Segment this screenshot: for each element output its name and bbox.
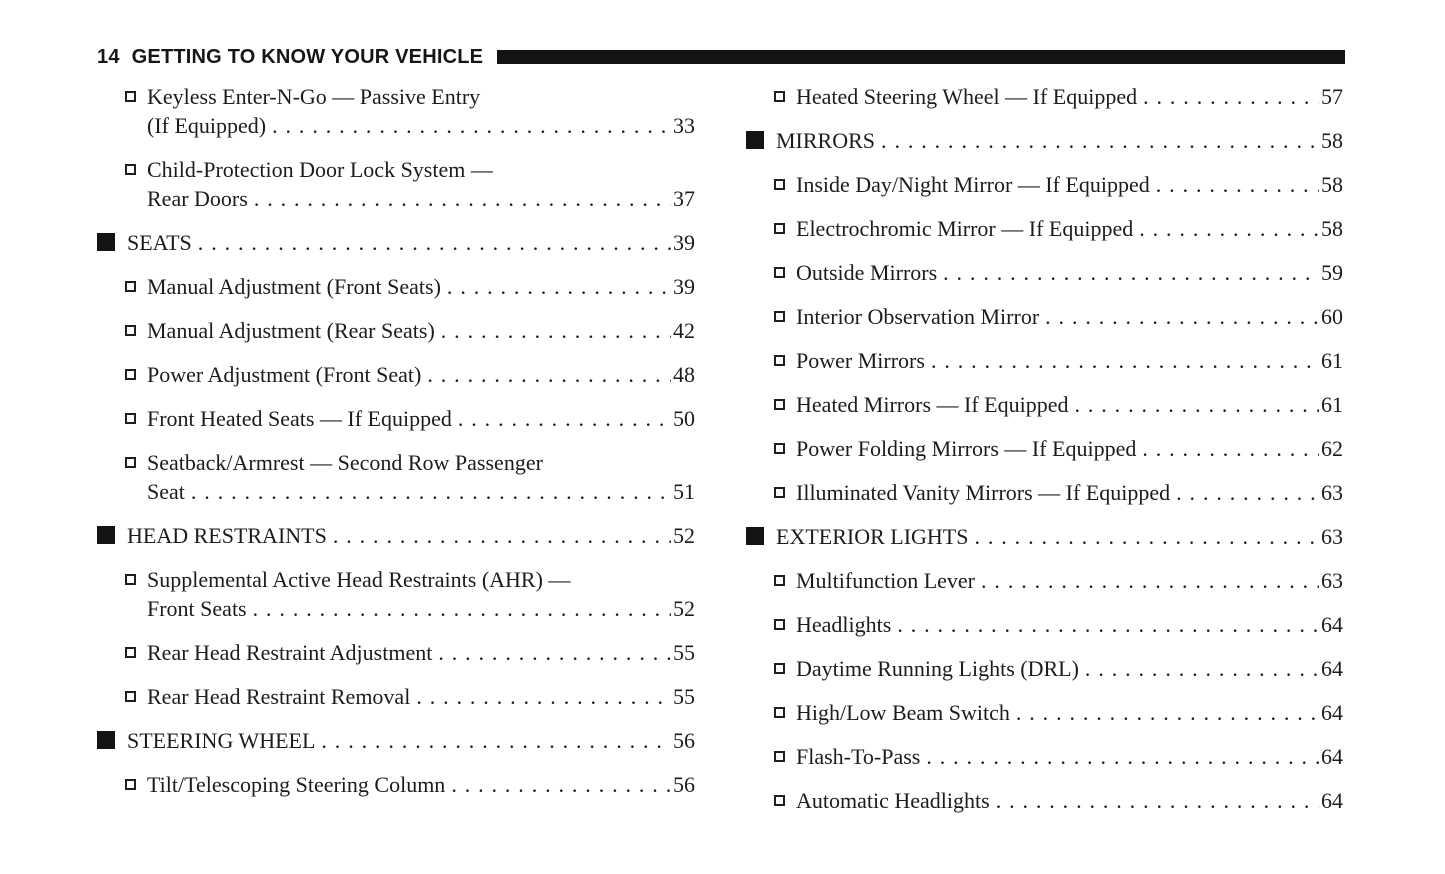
dot-leader xyxy=(1143,82,1319,111)
toc-entry-line xyxy=(97,448,695,477)
dot-leader xyxy=(416,682,671,711)
toc-entry-line xyxy=(97,770,695,799)
toc-item-entry xyxy=(746,566,1343,595)
toc-item-entry xyxy=(97,316,695,345)
toc-entry-label: Power Adjustment (Front Seat) xyxy=(147,362,422,387)
toc-item-entry xyxy=(97,82,695,140)
dot-leader xyxy=(1016,698,1319,727)
section-square-icon xyxy=(97,526,115,544)
toc-page-number: 55 xyxy=(673,640,695,665)
dot-leader xyxy=(321,726,671,755)
dot-leader xyxy=(191,477,671,506)
toc-section-entry xyxy=(97,726,695,755)
toc-item-entry xyxy=(97,272,695,301)
toc-entry-label: Tilt/Telescoping Steering Column xyxy=(147,772,446,797)
dot-leader xyxy=(1045,302,1319,331)
toc-column-right xyxy=(746,82,1343,830)
toc-entry-label: STEERING WHEEL xyxy=(127,728,316,753)
toc-entry-label: HEAD RESTRAINTS xyxy=(127,523,327,548)
toc-page-number: 58 xyxy=(1321,128,1343,153)
toc-entry-line xyxy=(746,434,1343,463)
toc-entry-line xyxy=(746,82,1343,111)
dot-leader xyxy=(458,404,671,433)
toc-page-number: 56 xyxy=(673,772,695,797)
toc-item-entry xyxy=(97,565,695,623)
item-checkbox-icon xyxy=(774,443,785,454)
item-checkbox-icon xyxy=(125,91,136,102)
toc-entry-line xyxy=(97,594,695,623)
toc-page-number: 60 xyxy=(1321,304,1343,329)
item-checkbox-icon xyxy=(774,399,785,410)
item-checkbox-icon xyxy=(774,311,785,322)
toc-entry-label: Front Seats xyxy=(147,596,247,621)
item-checkbox-icon xyxy=(125,779,136,790)
dot-leader xyxy=(1085,654,1319,683)
toc-page-number: 42 xyxy=(673,318,695,343)
toc-entry-line xyxy=(746,478,1343,507)
toc-entry-label: Manual Adjustment (Rear Seats) xyxy=(147,318,435,343)
toc-entry-label: Child-Protection Door Lock System — xyxy=(147,157,493,182)
toc-item-entry xyxy=(746,610,1343,639)
toc-entry-label: Seat xyxy=(147,479,185,504)
toc-entry-label: Manual Adjustment (Front Seats) xyxy=(147,274,441,299)
toc-page-number: 52 xyxy=(673,596,695,621)
toc-page-number: 48 xyxy=(673,362,695,387)
item-checkbox-icon xyxy=(774,707,785,718)
toc-entry-label: Flash-To-Pass xyxy=(796,744,921,769)
dot-leader xyxy=(1139,214,1319,243)
toc-entry-line xyxy=(97,228,695,257)
toc-entry-line xyxy=(746,522,1343,551)
dot-leader xyxy=(254,184,671,213)
toc-entry-label: EXTERIOR LIGHTS xyxy=(776,524,969,549)
dot-leader xyxy=(974,522,1319,551)
section-square-icon xyxy=(746,527,764,545)
toc-entry-line xyxy=(746,302,1343,331)
toc-item-entry xyxy=(746,258,1343,287)
section-square-icon xyxy=(746,131,764,149)
item-checkbox-icon xyxy=(774,487,785,498)
toc-entry-line xyxy=(746,126,1343,155)
item-checkbox-icon xyxy=(125,369,136,380)
dot-leader xyxy=(1074,390,1319,419)
item-checkbox-icon xyxy=(774,619,785,630)
dot-leader xyxy=(943,258,1319,287)
toc-entry-line xyxy=(746,390,1343,419)
item-checkbox-icon xyxy=(125,325,136,336)
item-checkbox-icon xyxy=(125,413,136,424)
item-checkbox-icon xyxy=(125,164,136,175)
toc-page-number: 56 xyxy=(673,728,695,753)
toc-entry-line xyxy=(97,565,695,594)
item-checkbox-icon xyxy=(774,267,785,278)
toc-item-entry xyxy=(97,638,695,667)
toc-page-number: 58 xyxy=(1321,216,1343,241)
toc-entry-label: Power Folding Mirrors — If Equipped xyxy=(796,436,1137,461)
toc-item-entry xyxy=(746,214,1343,243)
item-checkbox-icon xyxy=(774,575,785,586)
chapter-title: GETTING TO KNOW YOUR VEHICLE xyxy=(131,45,484,68)
dot-leader xyxy=(333,521,671,550)
item-checkbox-icon xyxy=(774,355,785,366)
toc-entry-line xyxy=(746,170,1343,199)
page-header xyxy=(97,44,1345,70)
toc-entry-line xyxy=(746,346,1343,375)
toc-entry-label: Inside Day/Night Mirror — If Equipped xyxy=(796,172,1150,197)
toc-entry-label: Multifunction Lever xyxy=(796,568,976,593)
item-checkbox-icon xyxy=(125,647,136,658)
toc-entry-label: (If Equipped) xyxy=(147,113,267,138)
toc-column-left xyxy=(97,82,695,830)
toc-item-entry xyxy=(746,346,1343,375)
toc-entry-line xyxy=(97,184,695,213)
toc-item-entry xyxy=(746,742,1343,771)
toc-item-entry xyxy=(746,654,1343,683)
toc-item-entry xyxy=(746,390,1343,419)
toc-item-entry xyxy=(746,434,1343,463)
dot-leader xyxy=(931,346,1319,375)
section-square-icon xyxy=(97,233,115,251)
toc-item-entry xyxy=(97,155,695,213)
dot-leader xyxy=(451,770,671,799)
toc-entry-label: Daytime Running Lights (DRL) xyxy=(796,656,1079,681)
dot-leader xyxy=(996,786,1319,815)
dot-leader xyxy=(438,638,671,667)
toc-entry-label: Front Heated Seats — If Equipped xyxy=(147,406,452,431)
item-checkbox-icon xyxy=(125,574,136,585)
toc-page-number: 63 xyxy=(1321,480,1343,505)
dot-leader xyxy=(1142,434,1319,463)
toc-entry-line xyxy=(746,566,1343,595)
toc-item-entry xyxy=(746,170,1343,199)
toc-page-number: 63 xyxy=(1321,568,1343,593)
toc-item-entry xyxy=(746,478,1343,507)
toc-section-entry xyxy=(97,228,695,257)
toc-page-number: 64 xyxy=(1321,788,1343,813)
toc-entry-line xyxy=(746,258,1343,287)
toc-entry-label: High/Low Beam Switch xyxy=(796,700,1010,725)
toc-columns xyxy=(97,82,1343,830)
toc-entry-label: SEATS xyxy=(127,230,192,255)
toc-page-number: 39 xyxy=(673,230,695,255)
item-checkbox-icon xyxy=(774,751,785,762)
dot-leader xyxy=(272,111,671,140)
toc-item-entry xyxy=(746,302,1343,331)
toc-item-entry xyxy=(97,448,695,506)
toc-page-number: 39 xyxy=(673,274,695,299)
toc-entry-label: Interior Observation Mirror xyxy=(796,304,1040,329)
item-checkbox-icon xyxy=(774,223,785,234)
toc-item-entry xyxy=(746,698,1343,727)
toc-entry-line xyxy=(97,316,695,345)
toc-page-number: 64 xyxy=(1321,656,1343,681)
toc-entry-line xyxy=(97,682,695,711)
toc-section-entry xyxy=(97,521,695,550)
item-checkbox-icon xyxy=(774,179,785,190)
toc-entry-line xyxy=(97,726,695,755)
dot-leader xyxy=(1176,478,1319,507)
toc-entry-line xyxy=(746,610,1343,639)
toc-page-number: 37 xyxy=(673,186,695,211)
toc-page-number: 62 xyxy=(1321,436,1343,461)
toc-page-number: 59 xyxy=(1321,260,1343,285)
toc-page-number: 64 xyxy=(1321,744,1343,769)
toc-entry-line xyxy=(97,477,695,506)
toc-entry-line xyxy=(97,404,695,433)
toc-entry-label: Outside Mirrors xyxy=(796,260,938,285)
toc-entry-label: Supplemental Active Head Restraints (AHR) — xyxy=(147,567,571,592)
dot-leader xyxy=(926,742,1319,771)
toc-item-entry xyxy=(746,786,1343,815)
toc-entry-line xyxy=(746,214,1343,243)
toc-page-number: 61 xyxy=(1321,348,1343,373)
toc-item-entry xyxy=(97,682,695,711)
item-checkbox-icon xyxy=(774,663,785,674)
toc-entry-line xyxy=(97,155,695,184)
toc-entry-label: Heated Steering Wheel — If Equipped xyxy=(796,84,1138,109)
dot-leader xyxy=(253,594,671,623)
dot-leader xyxy=(1156,170,1319,199)
toc-entry-line xyxy=(746,786,1343,815)
toc-entry-line xyxy=(746,698,1343,727)
dot-leader xyxy=(981,566,1319,595)
header-rule-bar xyxy=(497,50,1345,64)
dot-leader xyxy=(897,610,1319,639)
toc-page-number: 64 xyxy=(1321,700,1343,725)
page-number: 14 xyxy=(97,45,120,68)
toc-entry-line xyxy=(97,638,695,667)
toc-item-entry xyxy=(97,404,695,433)
toc-entry-label: Electrochromic Mirror — If Equipped xyxy=(796,216,1134,241)
toc-entry-label: Power Mirrors xyxy=(796,348,925,373)
item-checkbox-icon xyxy=(774,795,785,806)
toc-page-number: 50 xyxy=(673,406,695,431)
toc-page-number: 64 xyxy=(1321,612,1343,637)
toc-section-entry xyxy=(746,522,1343,551)
item-checkbox-icon xyxy=(125,281,136,292)
toc-entry-label: Rear Doors xyxy=(147,186,248,211)
item-checkbox-icon xyxy=(125,691,136,702)
toc-entry-line xyxy=(746,742,1343,771)
toc-item-entry xyxy=(97,770,695,799)
toc-entry-label: Rear Head Restraint Adjustment xyxy=(147,640,433,665)
toc-entry-line xyxy=(746,654,1343,683)
dot-leader xyxy=(198,228,671,257)
toc-entry-label: Automatic Headlights xyxy=(796,788,990,813)
toc-entry-line xyxy=(97,111,695,140)
toc-page-number: 58 xyxy=(1321,172,1343,197)
toc-entry-label: Rear Head Restraint Removal xyxy=(147,684,411,709)
toc-entry-line xyxy=(97,360,695,389)
toc-item-entry xyxy=(97,360,695,389)
toc-entry-line xyxy=(97,521,695,550)
toc-entry-label: Heated Mirrors — If Equipped xyxy=(796,392,1069,417)
toc-page-number: 33 xyxy=(673,113,695,138)
toc-entry-line xyxy=(97,82,695,111)
toc-item-entry xyxy=(746,82,1343,111)
toc-entry-label: MIRRORS xyxy=(776,128,876,153)
dot-leader xyxy=(881,126,1319,155)
dot-leader xyxy=(427,360,671,389)
toc-entry-line xyxy=(97,272,695,301)
toc-page-number: 55 xyxy=(673,684,695,709)
toc-entry-label: Keyless Enter-N-Go — Passive Entry xyxy=(147,84,481,109)
toc-entry-label: Seatback/Armrest — Second Row Passenger xyxy=(147,450,543,475)
dot-leader xyxy=(441,316,671,345)
toc-section-entry xyxy=(746,126,1343,155)
toc-page-number: 51 xyxy=(673,479,695,504)
toc-page-number: 57 xyxy=(1321,84,1343,109)
item-checkbox-icon xyxy=(774,91,785,102)
dot-leader xyxy=(447,272,671,301)
toc-entry-label: Headlights xyxy=(796,612,892,637)
item-checkbox-icon xyxy=(125,457,136,468)
toc-page-number: 61 xyxy=(1321,392,1343,417)
toc-page-number: 63 xyxy=(1321,524,1343,549)
section-square-icon xyxy=(97,731,115,749)
toc-entry-label: Illuminated Vanity Mirrors — If Equipped xyxy=(796,480,1171,505)
toc-page-number: 52 xyxy=(673,523,695,548)
